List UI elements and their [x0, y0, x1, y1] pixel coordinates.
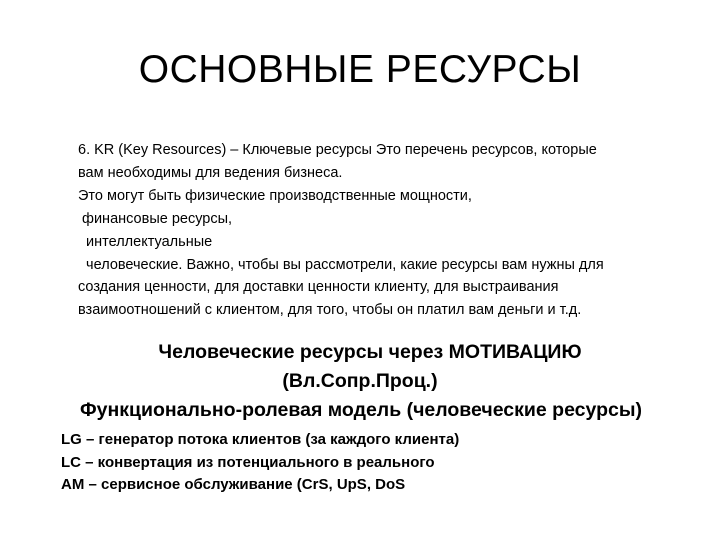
paragraph-line: создания ценности, для доставки ценности клиенту, для выстраивания	[78, 279, 559, 296]
human-resources-section	[0, 338, 720, 497]
paragraph-line: финансовые ресурсы,	[78, 210, 233, 227]
key-resources-paragraph	[78, 139, 678, 322]
role-definition-lg: LG – генератор потока клиентов (за каждого клиента)	[61, 431, 460, 448]
paragraph-line: интеллектуальные	[78, 233, 213, 250]
role-definition-lc: LC – конвертация из потенциального в реального	[61, 453, 435, 471]
paragraph-line: взаимоотношений с клиентом, для того, чтобы он платил вам деньги и т.д.	[78, 302, 582, 319]
role-definition-am: AM – сервисное обслуживание (CrS, UpS, DoS	[61, 476, 406, 493]
section-heading-abbreviation: (Вл.Сопр.Проц.)	[282, 370, 438, 392]
section-heading-motivation: Человеческие ресурсы через МОТИВАЦИЮ	[158, 341, 582, 363]
paragraph-line: Это могут быть физические производственные мощности,	[78, 187, 472, 204]
paragraph-line: вам необходимы для ведения бизнеса.	[78, 164, 343, 181]
role-definitions-list	[61, 429, 720, 497]
slide-title: ОСНОВНЫЕ РЕСУРСЫ	[138, 48, 582, 91]
paragraph-line: человеческие. Важно, чтобы вы рассмотрели, какие ресурсы вам нужны для	[78, 256, 604, 273]
section-heading-role-model: Функционально-ролевая модель (человеческие ресурсы)	[79, 399, 642, 421]
paragraph-line: 6. KR (Key Resources) – Ключевые ресурсы Это перечень ресурсов, которые	[78, 142, 597, 158]
